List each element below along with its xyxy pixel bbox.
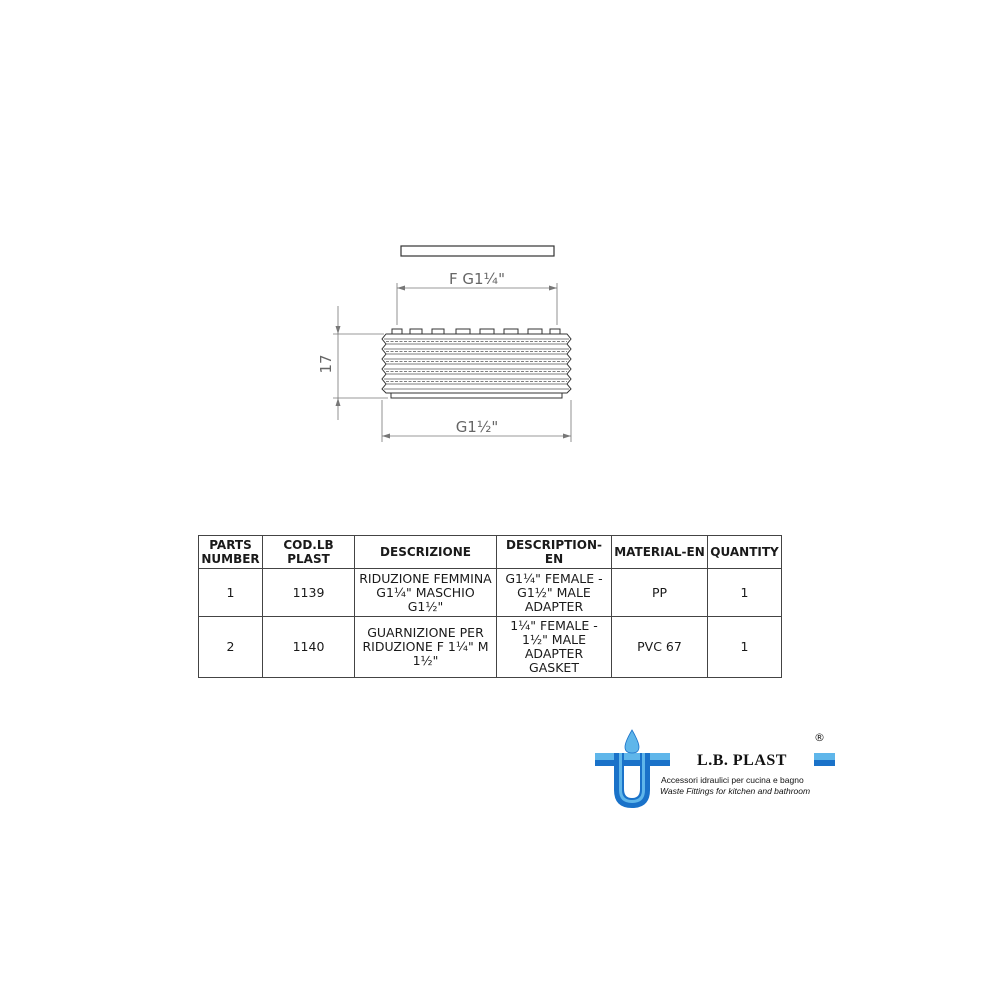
adapter-body: [382, 329, 571, 398]
cell-descrizione: RIDUZIONE FEMMINA G1¼" MASCHIO G1½": [355, 569, 497, 617]
dimension-height: [317, 306, 388, 420]
cell-descrizione: GUARNIZIONE PER RIDUZIONE F 1¼" M 1½": [355, 617, 497, 678]
dimension-height-label: 17: [317, 354, 335, 374]
gasket-outline: [401, 246, 554, 256]
header-cod-lb-plast: COD.LB PLAST: [263, 536, 355, 569]
header-parts-number: PARTS NUMBER: [199, 536, 263, 569]
header-description-en: DESCRIPTION-EN: [497, 536, 612, 569]
dimension-bottom: [382, 400, 571, 442]
cell-quantity: 1: [708, 569, 782, 617]
table-header-row: [199, 536, 782, 569]
cell-part-number: 2: [199, 617, 263, 678]
cell-quantity: 1: [708, 617, 782, 678]
table-row: [199, 569, 782, 617]
cell-code: 1140: [263, 617, 355, 678]
header-quantity: QUANTITY: [708, 536, 782, 569]
parts-table: [198, 535, 782, 678]
header-descrizione: DESCRIZIONE: [355, 536, 497, 569]
cell-part-number: 1: [199, 569, 263, 617]
logo-tagline-it: Accessori idraulici per cucina e bagno: [661, 775, 804, 785]
water-drop-icon: [625, 730, 639, 753]
cell-material: PVC 67: [612, 617, 708, 678]
cell-description-en: 1¼" FEMALE - 1½" MALE ADAPTER GASKET: [497, 617, 612, 678]
dimension-top: [397, 270, 557, 325]
dimension-bottom-label: G1½": [455, 418, 499, 436]
cell-material: PP: [612, 569, 708, 617]
registered-mark: ®: [814, 731, 825, 744]
cell-description-en: G1¼" FEMALE - G1½" MALE ADAPTER: [497, 569, 612, 617]
dimension-top-label: F G1¼": [448, 270, 506, 288]
table-row: [199, 617, 782, 678]
cell-code: 1139: [263, 569, 355, 617]
header-material-en: MATERIAL-EN: [612, 536, 708, 569]
logo-tagline-en: Waste Fittings for kitchen and bathroom: [660, 786, 811, 796]
logo-title: L.B. PLAST: [697, 752, 787, 769]
